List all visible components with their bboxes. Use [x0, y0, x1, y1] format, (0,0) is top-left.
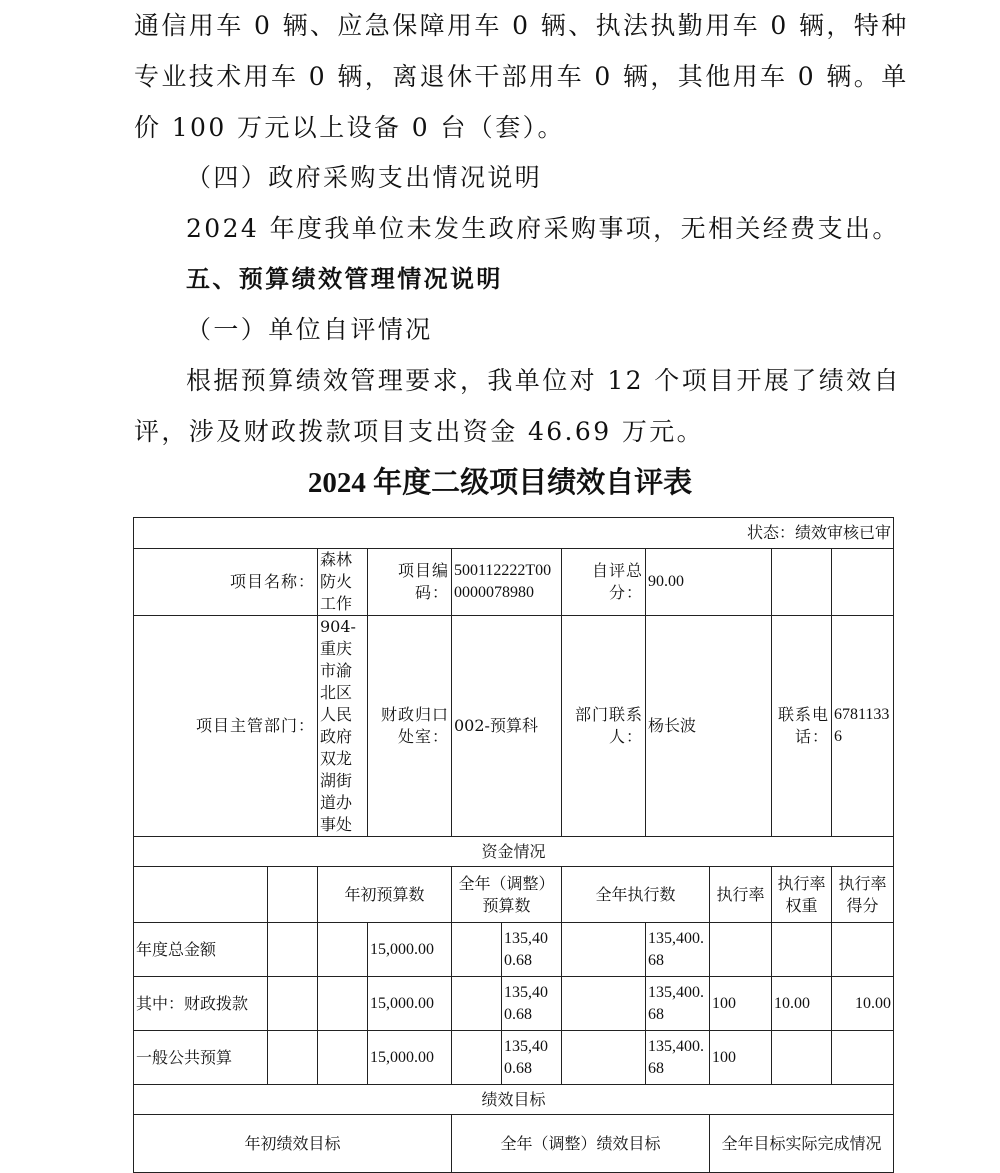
empty-cell: [452, 923, 502, 977]
empty-cell: [268, 1031, 318, 1085]
subsection-heading: （四）政府采购支出情况说明: [186, 163, 543, 192]
col-exec-score: 执行率得分: [832, 867, 894, 923]
executed-value: 135,400.68: [646, 1031, 710, 1085]
exec-score-value: [832, 923, 894, 977]
project-code-value: 500112222T000000078980: [452, 549, 562, 616]
row-label: 年度总金额: [134, 923, 268, 977]
col-initial-budget: 年初预算数: [318, 867, 452, 923]
empty-cell: [772, 549, 832, 616]
project-code-label: 项目编码：: [368, 549, 452, 616]
exec-weight-value: 10.00: [772, 977, 832, 1031]
section-heading: 五、预算绩效管理情况说明: [186, 265, 503, 293]
self-score-label: 自评总分：: [562, 549, 646, 616]
empty-cell: [562, 977, 646, 1031]
contact-label: 部门联系人：: [562, 616, 646, 837]
contact-value: 杨长波: [646, 616, 772, 837]
adjusted-budget-value: 135,400.68: [502, 1031, 562, 1085]
exec-score-value: 10.00: [832, 977, 894, 1031]
dept-label: 项目主管部门：: [134, 616, 318, 837]
finance-office-label: 财政归口处室：: [368, 616, 452, 837]
empty-cell: [452, 977, 502, 1031]
paragraph-line: 通信用车 0 辆、应急保障用车 0 辆、执法执勤用车 0 辆，特种: [134, 11, 909, 40]
table-row: [134, 923, 894, 977]
phone-value: 67811336: [832, 616, 894, 837]
self-score-value: 90.00: [646, 549, 772, 616]
paragraph-line: 2024 年度我单位未发生政府采购事项，无相关经费支出。: [186, 214, 900, 243]
subsection-heading: （一）单位自评情况: [186, 315, 433, 344]
dept-value: 904-重庆市渝北区人民政府双龙湖街道办事处: [318, 616, 368, 837]
paragraph-line: 评，涉及财政拨款项目支出资金 46.69 万元。: [134, 417, 705, 446]
exec-weight-value: [772, 1031, 832, 1085]
table-row: [134, 1031, 894, 1085]
initial-budget-value: 15,000.00: [368, 977, 452, 1031]
col-exec-rate: 执行率: [710, 867, 772, 923]
executed-value: 135,400.68: [646, 977, 710, 1031]
adjusted-budget-value: 135,400.68: [502, 977, 562, 1031]
exec-weight-value: [772, 923, 832, 977]
paragraph-line: 根据预算绩效管理要求，我单位对 12 个项目开展了绩效自: [186, 366, 901, 395]
adjusted-budget-value: 135,400.68: [502, 923, 562, 977]
executed-value: 135,400.68: [646, 923, 710, 977]
empty-cell: [268, 923, 318, 977]
goal-initial-header: 年初绩效目标: [134, 1115, 452, 1173]
col-executed: 全年执行数: [562, 867, 710, 923]
empty-cell: [562, 1031, 646, 1085]
project-name-value: 森林防火工作: [318, 549, 368, 616]
paragraph-line: 价 100 万元以上设备 0 台（套）。: [134, 113, 565, 142]
paragraph-line: 专业技术用车 0 辆，离退休干部用车 0 辆，其他用车 0 辆。单: [134, 62, 909, 91]
row-label: 一般公共预算: [134, 1031, 268, 1085]
funds-section-header: 资金情况: [134, 837, 894, 867]
exec-rate-value: 100: [710, 1031, 772, 1085]
initial-budget-value: 15,000.00: [368, 923, 452, 977]
goal-adjusted-header: 全年（调整）绩效目标: [452, 1115, 710, 1173]
empty-cell: [318, 977, 368, 1031]
exec-rate-value: 100: [710, 977, 772, 1031]
status-badge: 状态：绩效审核已审: [134, 518, 894, 549]
col-adjusted-budget: 全年（调整）预算数: [452, 867, 562, 923]
empty-cell: [268, 977, 318, 1031]
phone-label: 联系电话：: [772, 616, 832, 837]
exec-score-value: [832, 1031, 894, 1085]
col-exec-weight: 执行率权重: [772, 867, 832, 923]
goals-section-header: 绩效目标: [134, 1085, 894, 1115]
exec-rate-value: [710, 923, 772, 977]
table-row: [134, 977, 894, 1031]
empty-cell: [832, 549, 894, 616]
table-title: 2024 年度二级项目绩效自评表: [307, 467, 693, 499]
project-name-label: 项目名称：: [134, 549, 318, 616]
finance-office-value: 002-预算科: [452, 616, 562, 837]
goal-actual-header: 全年目标实际完成情况: [710, 1115, 894, 1173]
performance-table: [133, 517, 894, 1173]
empty-cell: [318, 1031, 368, 1085]
row-label: 其中：财政拨款: [134, 977, 268, 1031]
empty-cell: [268, 867, 318, 923]
empty-cell: [562, 923, 646, 977]
empty-cell: [318, 923, 368, 977]
empty-cell: [134, 867, 268, 923]
initial-budget-value: 15,000.00: [368, 1031, 452, 1085]
empty-cell: [452, 1031, 502, 1085]
